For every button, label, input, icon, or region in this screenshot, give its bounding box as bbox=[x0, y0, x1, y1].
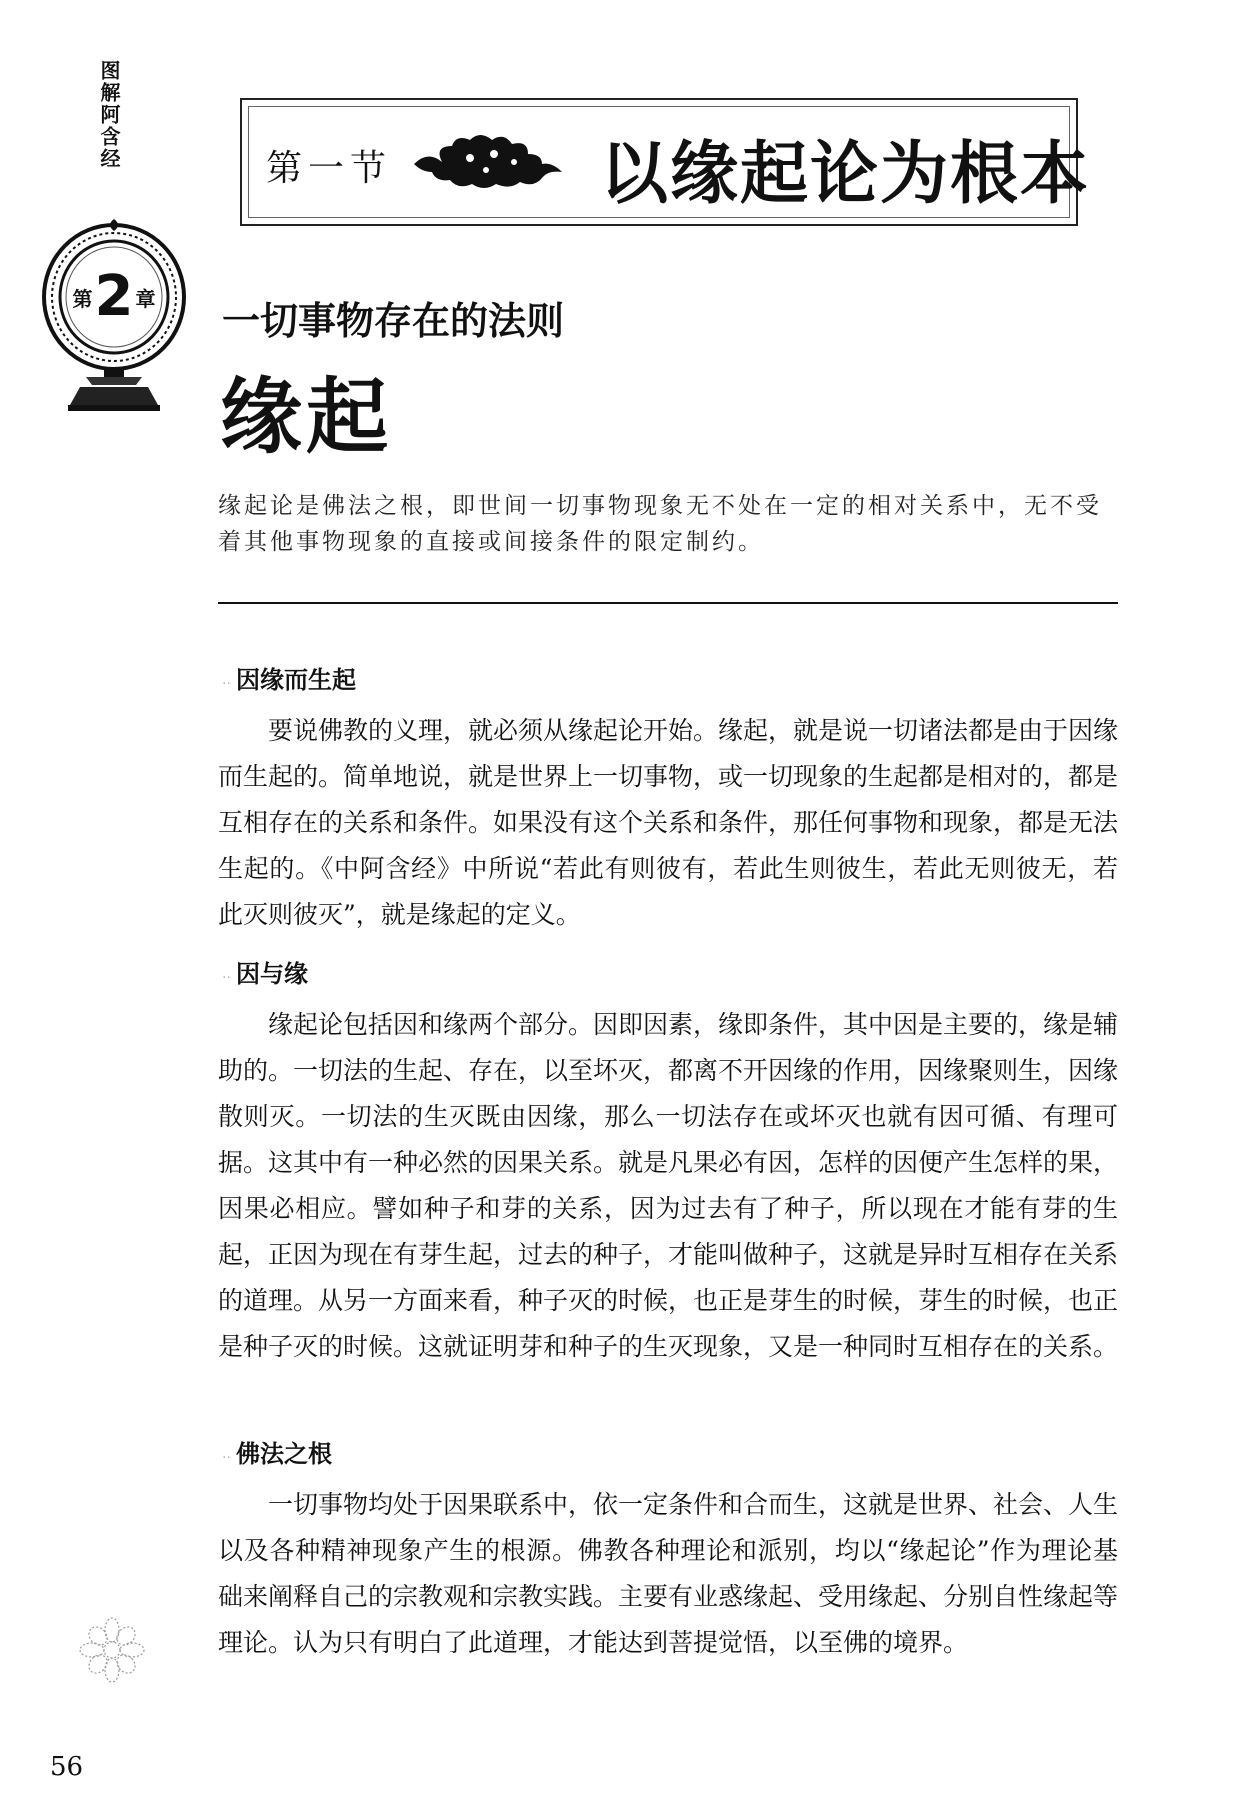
section-body-2: 缘起论包括因和缘两个部分。因即因素，缘即条件，其中因是主要的，缘是辅助的。一切法的生起、存在，以至坏灭，都离不开因缘的作用，因缘聚则生，因缘散则灭。一切法的生灭既由因缘，那么一切法存在或坏灭也就有因可循、有理可据。这其中有一种必然的因果关系。就是凡果必有因，怎样的因便产生怎样的果，因果必相应。譬如种子和芽的关系，因为过去有了种子，所以现在才能有芽的生起，正因为现在有芽生起，过去的种子，才能叫做种子，这就是异时互相存在关系的道理。从另一方面来看，种子灭的时候，也正是芽生的时候，芽生的时候，也正是种子灭的时候。这就证明芽和种子的生灭现象，又是一种同时互相存在的关系。 bbox=[218, 1010, 1119, 1361]
section-body-1: 要说佛教的义理，就必须从缘起论开始。缘起，就是说一切诸法都是由于因缘而生起的。简单地说，就是世界上一切事物，或一切现象的生起都是相对的，都是互相存在的关系和条件。如果没有这个关系和条件，那任何事物和现象，都是无法生起的。《中阿含经》中所说“若此有则彼有，若此生则彼生，若此无则彼无，若此灭则彼灭”，就是缘起的定义。 bbox=[218, 716, 1119, 929]
section-title: 以缘起论为根本 bbox=[600, 135, 1091, 214]
section-label: 第一节 bbox=[266, 148, 393, 189]
chapter-badge bbox=[64, 262, 164, 332]
sub-heading: 一切事物存在的法则 bbox=[222, 298, 565, 343]
section-heading-3 bbox=[222, 1434, 332, 1469]
section-heading-text: 因缘而生起 bbox=[236, 666, 356, 694]
intro-text: 缘起论是佛法之根，即世间一切事物现象无不处在一定的相对关系中，无不受着其他事物现象的直接或间接条件的限定制约。 bbox=[218, 493, 1102, 555]
cloud-ornament-icon bbox=[410, 134, 570, 190]
book-title: 图解阿含经 bbox=[97, 60, 121, 170]
chapter-number: 2 bbox=[94, 264, 134, 329]
section-body-3: 一切事物均处于因果联系中，依一定条件和合而生，这就是世界、社会、人生以及各种精神现象产生的根源。佛教各种理论和派别，均以“缘起论”作为理论基础来阐释自己的宗教观和宗教实践。主要有业惑缘起、受用缘起、分别自性缘起等理论。认为只有明白了此道理，才能达到菩提觉悟，以至佛的境界。 bbox=[218, 1490, 1119, 1657]
bullet-mark-icon: ·· bbox=[222, 1450, 231, 1466]
main-heading: 缘起 bbox=[220, 369, 393, 465]
chapter-suffix: 章 bbox=[135, 286, 156, 311]
section-heading-2 bbox=[222, 954, 308, 989]
divider-line bbox=[218, 602, 1118, 604]
section-heading-text: 佛法之根 bbox=[236, 1440, 332, 1468]
chapter-prefix: 第 bbox=[72, 286, 93, 311]
bullet-mark-icon: ·· bbox=[222, 676, 231, 692]
flower-ornament-icon bbox=[70, 1610, 154, 1690]
bullet-mark-icon: ·· bbox=[222, 970, 231, 986]
page-number: 56 bbox=[50, 1752, 84, 1782]
section-heading-text: 因与缘 bbox=[236, 960, 308, 988]
section-heading-1 bbox=[222, 660, 356, 695]
